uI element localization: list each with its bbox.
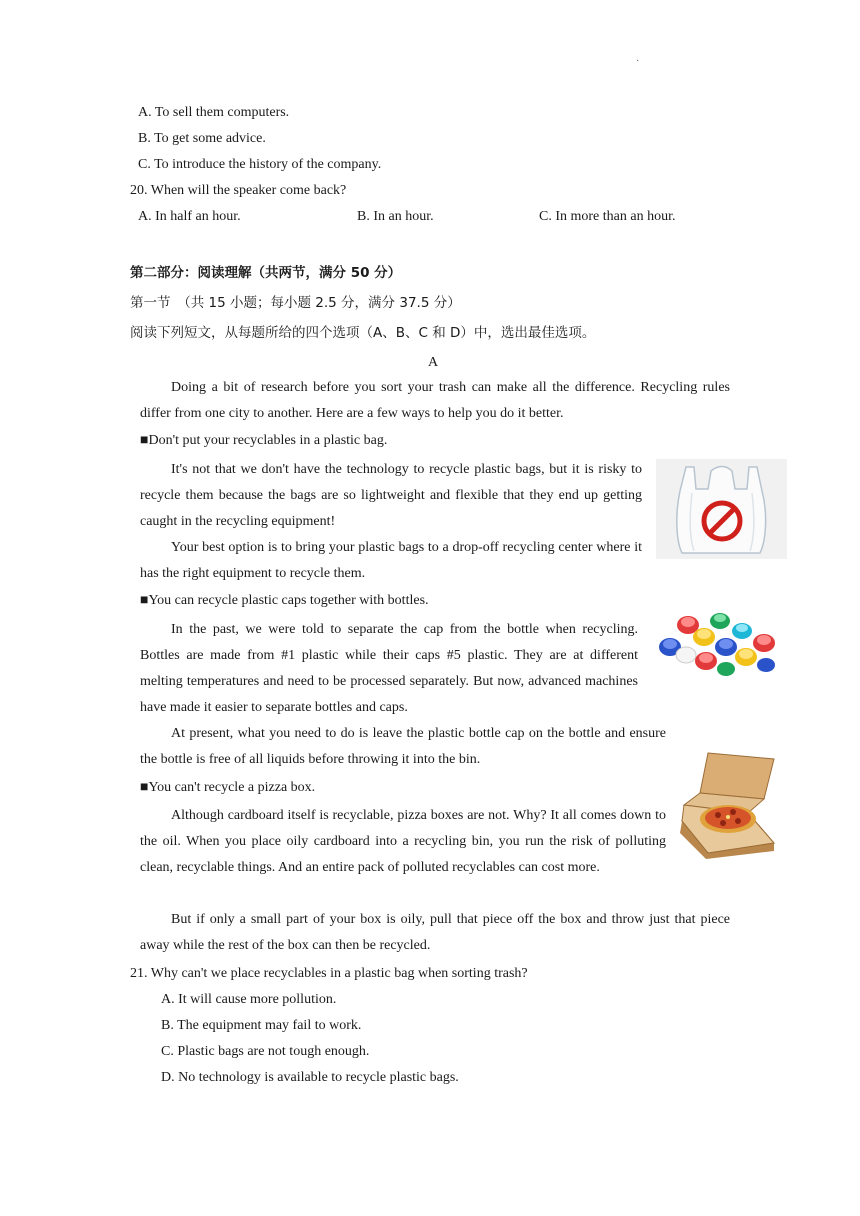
tip1-heading: ■Don't put your recyclables in a plastic bag. [140, 433, 388, 448]
bottle-caps-image [656, 607, 781, 679]
header-mark: · [636, 56, 640, 67]
q21-option-b: B. The equipment may fail to work. [161, 1018, 362, 1033]
tip3-paragraph-1: Although cardboard itself is recyclable, pizza boxes are not. Why? It all comes down to the oil. When you place oily cardboard into a recycling bin, you run the risk of polluting clean, recyclable things. And an entire pack of polluted recyclables can cost more. [140, 808, 666, 875]
tip2-paragraph-1: In the past, we were told to separate the cap from the bottle when recycling. Bottles are made from #1 plastic while their caps #5 plastic. They are at different melting temperatures and need to be processed separately. But now, advanced machines have made it easier to separate bottles and caps. [140, 622, 638, 715]
q20-option-b: B. In an hour. [357, 209, 434, 224]
section-subtitle: 第一节 （共 15 小题；每小题 2.5 分，满分 37.5 分） [130, 295, 461, 311]
tip2-heading: ■You can recycle plastic caps together with bottles. [140, 593, 429, 608]
tip1-paragraph-2: Your best option is to bring your plastic bags to a drop-off recycling center where it has the right equipment to recycle them. [140, 540, 642, 581]
q21-question: 21. Why can't we place recyclables in a plastic bag when sorting trash? [130, 966, 528, 981]
passage-label: A [428, 355, 439, 370]
pizza-box-image [678, 749, 778, 859]
tip3-paragraph-2: But if only a small part of your box is oily, pull that piece off the box and throw just that piece away while the rest of the box can then be recycled. [140, 912, 730, 953]
q20-question: 20. When will the speaker come back? [130, 183, 347, 198]
tip1-paragraph-1: It's not that we don't have the technology to recycle plastic bags, but it is risky to recycle them because the bags are so lightweight and flexible that they end up getting caught in the recycling equipment! [140, 462, 642, 529]
section-instruction: 阅读下列短文，从每题所给的四个选项（A、B、C 和 D）中，选出最佳选项。 [130, 325, 596, 341]
q20-option-a: A. In half an hour. [138, 209, 241, 224]
q19-option-c: C. To introduce the history of the company. [138, 157, 382, 172]
plastic-bag-image [656, 459, 787, 559]
q21-option-a: A. It will cause more pollution. [161, 992, 337, 1007]
q19-option-a: A. To sell them computers. [138, 105, 290, 120]
q20-option-c: C. In more than an hour. [539, 209, 676, 224]
tip3-heading: ■You can't recycle a pizza box. [140, 780, 316, 795]
section-title: 第二部分：阅读理解（共两节，满分 50 分） [130, 265, 402, 281]
q21-option-c: C. Plastic bags are not tough enough. [161, 1044, 370, 1059]
q21-option-d: D. No technology is available to recycle plastic bags. [161, 1070, 459, 1085]
tip2-paragraph-2: At present, what you need to do is leave the plastic bottle cap on the bottle and ensure the bottle is free of all liquids before throwing it into the bin. [140, 726, 666, 767]
passage-intro: Doing a bit of research before you sort your trash can make all the difference. Recycling rules differ from one city to another. Here are a few ways to help you do it better. [140, 380, 730, 421]
q19-option-b: B. To get some advice. [138, 131, 266, 146]
